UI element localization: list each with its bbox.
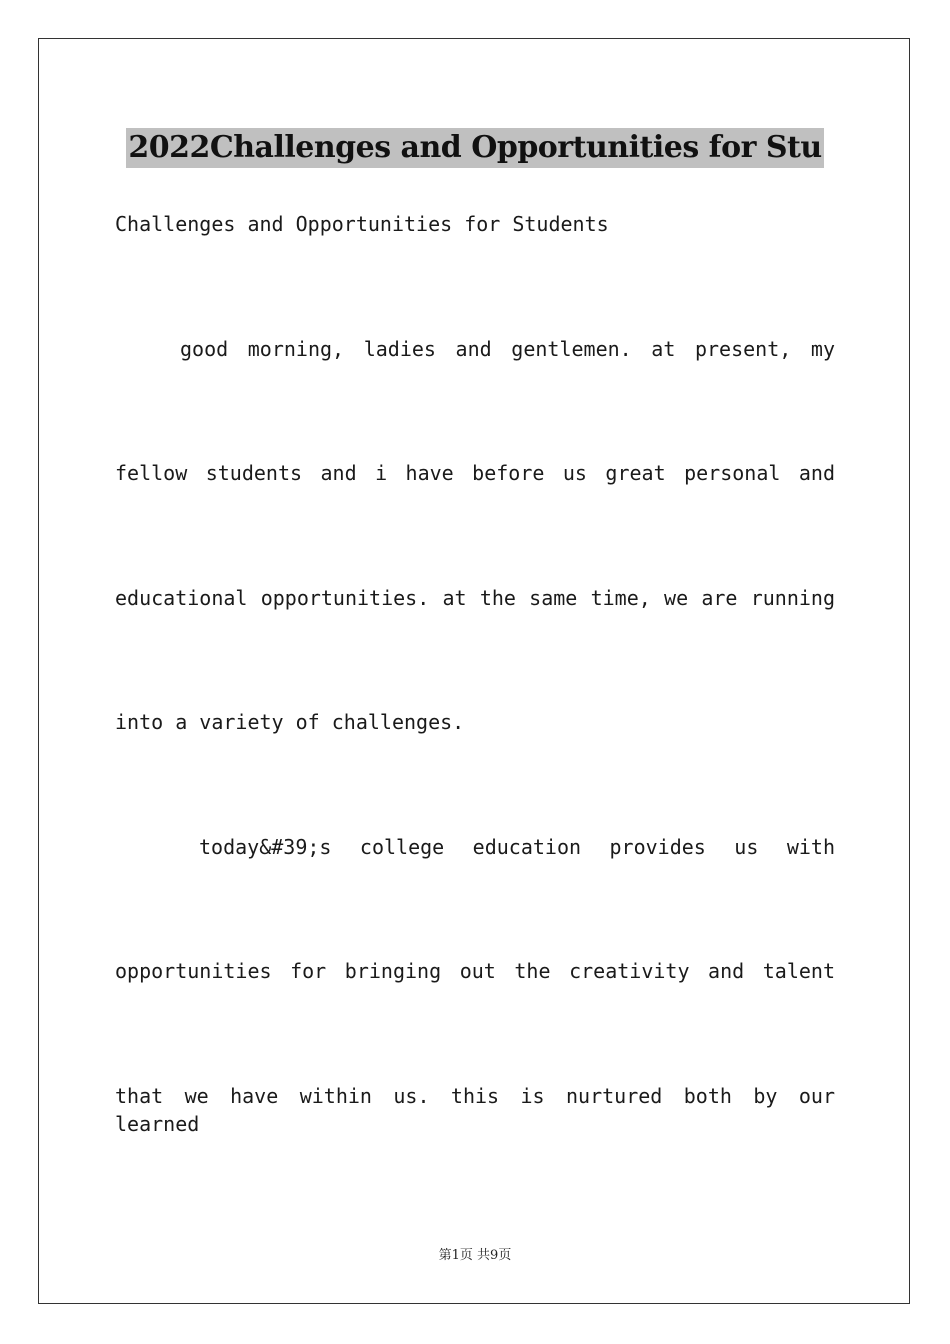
document-title: 2022Challenges and Opportunities for Stu bbox=[126, 128, 823, 168]
page-number-footer: 第1页 共9页 bbox=[438, 1248, 512, 1263]
paragraph-line: fellow students and i have before us great personal and bbox=[115, 461, 835, 485]
document-subtitle: Challenges and Opportunities for Students bbox=[115, 212, 609, 236]
document-title-container bbox=[0, 128, 950, 168]
paragraph-line: that we have within us. this is nurtured both by our learned bbox=[115, 1084, 835, 1136]
paragraph-line: into a variety of challenges. bbox=[115, 710, 465, 734]
paragraph-line: good morning, ladies and gentlemen. at present, my bbox=[180, 337, 835, 361]
paragraph-line: today&#39;s college education provides us with bbox=[199, 835, 835, 859]
paragraph-line: educational opportunities. at the same time, we are running bbox=[115, 586, 835, 610]
paragraph-line: opportunities for bringing out the creativity and talent bbox=[115, 959, 835, 983]
